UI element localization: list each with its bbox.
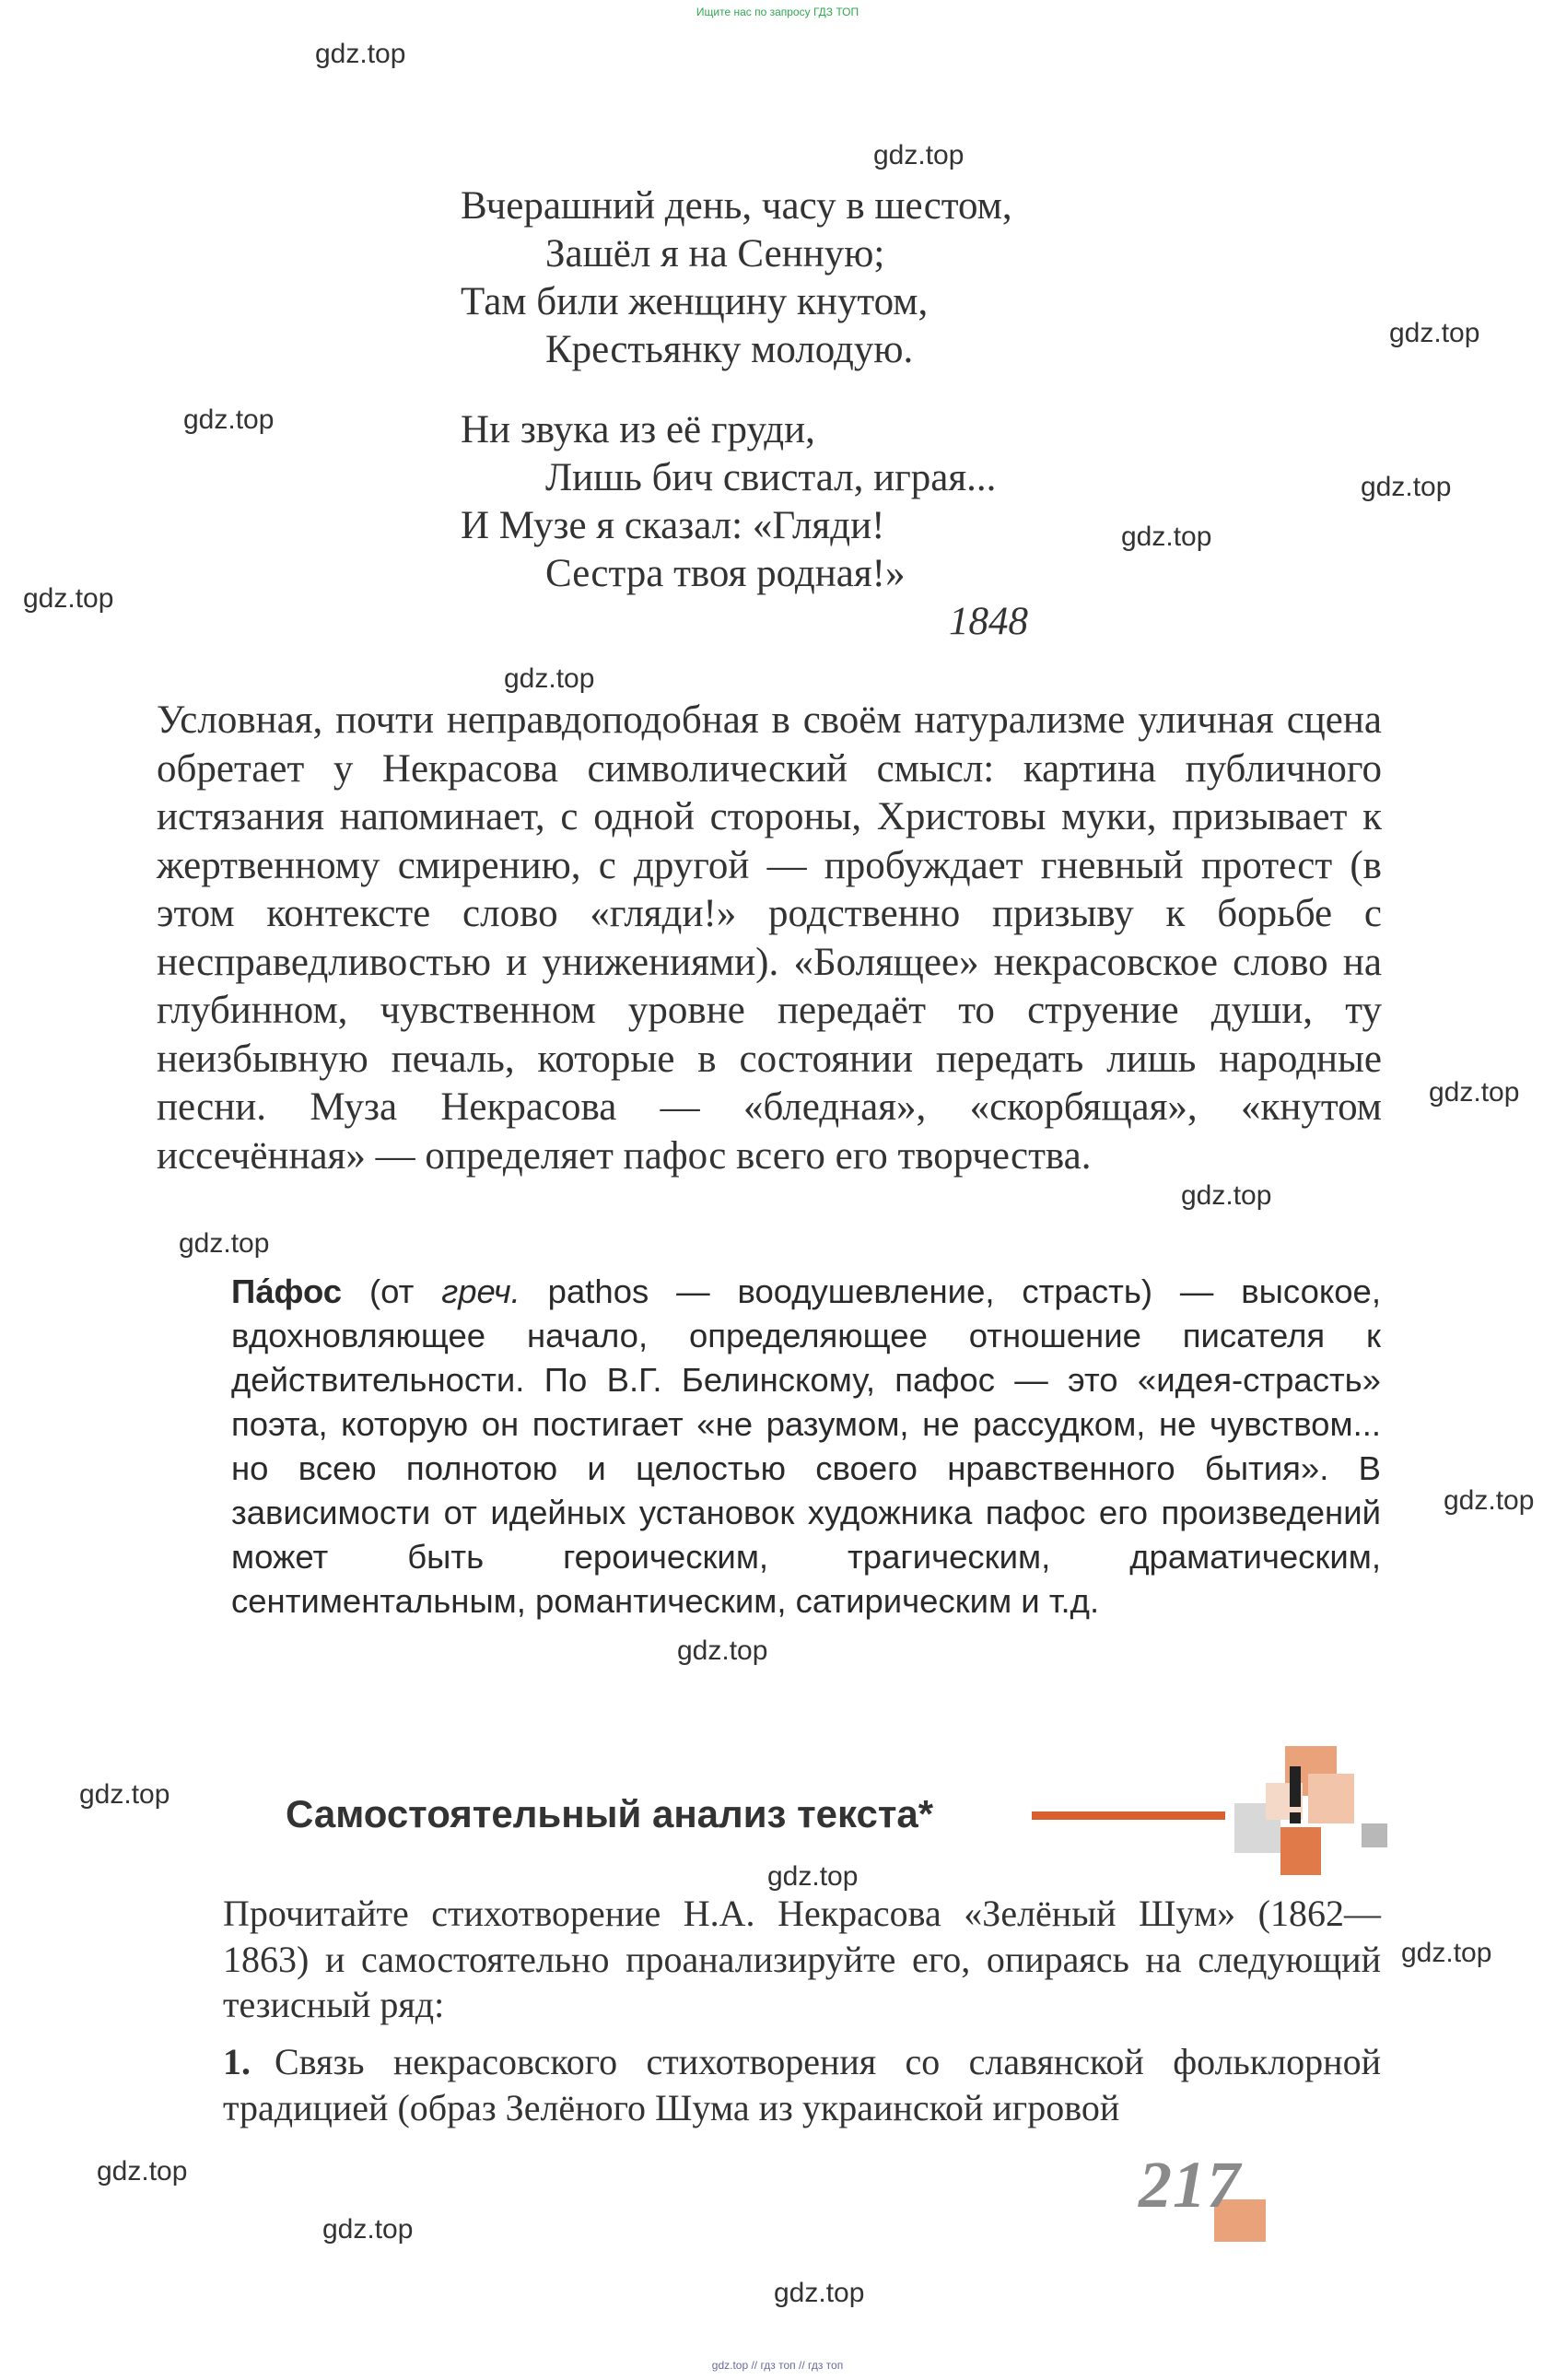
definition-text: pathos — воодушевление, страсть) — высокое, вдохновляющее начало, определяющее отношение писателя к действительности. По В.Г. Белинскому, пафос — это «идея-страсть» поэта, которую он постигает «не разумом, не рассудком, не чувством... но всею полнотою и целостью своего нравственного бытия». В зависимости от идейных установок художника пафос его произведений может быть героическим, трагическим, драматическим, сентиментальным, романтическим, сатирическим и т.д. <box>231 1272 1381 1620</box>
watermark: gdz.top <box>1444 1485 1535 1516</box>
watermark: gdz.top <box>1121 522 1212 552</box>
poem-date: 1848 <box>949 600 1028 643</box>
definition-term: Па́фос <box>231 1272 343 1310</box>
watermark: gdz.top <box>1429 1077 1520 1108</box>
top-search-note: Ищите нас по запросу ГДЗ ТОП <box>696 6 859 18</box>
watermark: gdz.top <box>504 663 595 694</box>
body-paragraph: Условная, почти неправдоподобная в своём натурализме уличная сцена обретает у Некрасова символический смысл: картина публичного истязания напоминает, с одной стороны, Христовы муки, призывает к жертвенному смирению, с другой — пробуждает гневный протест (в этом контексте слово «гляди!» родственно призыву к борьбе с несправедливостью и унижениями). «Болящее» некрасовское слово на глубинном, чувственном уровне передаёт то струение души, ту неизбывную печаль, которые в состоянии передать лишь народные песни. Муза Некрасова — «бледная», «скорбящая», «кнутом иссечённая» — определяет пафос всего его творчества. <box>157 698 1382 1178</box>
watermark: gdz.top <box>179 1228 270 1259</box>
task-item-text: Связь некрасовского стихотворения со славянской фольклорной традицией (образ Зелёного Шума из украинской игровой <box>223 2041 1381 2128</box>
watermark: gdz.top <box>79 1779 170 1810</box>
task-item-number: 1. <box>223 2041 251 2082</box>
poem-line: Там били женщину кнутом, <box>461 280 929 323</box>
watermark: gdz.top <box>23 583 114 614</box>
watermark: gdz.top <box>322 2214 414 2245</box>
poem-line: Лишь бич свистал, играя... <box>545 456 997 499</box>
watermark: gdz.top <box>183 404 275 435</box>
watermark: gdz.top <box>774 2278 865 2308</box>
watermark: gdz.top <box>97 2156 188 2187</box>
exclamation-icon <box>1234 1746 1387 1884</box>
poem-line: И Музе я сказал: «Гляди! <box>461 504 885 547</box>
definition-text-start: (от <box>342 1272 442 1310</box>
footer-note: gdz.top // гдз топ // гдз топ <box>711 2359 844 2372</box>
watermark: gdz.top <box>767 1861 859 1892</box>
poem-line: Сестра твоя родная!» <box>545 552 906 595</box>
watermark: gdz.top <box>1401 1938 1492 1968</box>
watermark: gdz.top <box>873 140 965 170</box>
page-number: 217 <box>1139 2148 1241 2222</box>
task-item-1 <box>223 2039 1381 2130</box>
watermark: gdz.top <box>315 39 406 69</box>
watermark: gdz.top <box>1361 472 1452 502</box>
watermark: gdz.top <box>1181 1180 1272 1211</box>
poem <box>461 182 1012 598</box>
poem-line: Зашёл я на Сенную; <box>545 232 885 276</box>
definition-abbreviation: греч. <box>441 1272 520 1310</box>
section-title: Самостоятельный анализ текста* <box>286 1792 934 1835</box>
watermark: gdz.top <box>677 1636 768 1666</box>
watermark: gdz.top <box>1389 318 1480 348</box>
poem-line: Ни звука из её груди, <box>461 408 815 451</box>
poem-line: Крестьянку молодую. <box>545 328 914 371</box>
task-intro: Прочитайте стихотворение Н.А. Некрасова «Зелёный Шум» (1862—1863) и самостоятельно проанализируйте его, опираясь на следующий тезисный ряд: <box>223 1893 1381 2025</box>
definition-pathos <box>231 1270 1381 1624</box>
section-title-rule <box>1032 1811 1225 1820</box>
poem-line: Вчерашний день, часу в шестом, <box>461 184 1012 228</box>
